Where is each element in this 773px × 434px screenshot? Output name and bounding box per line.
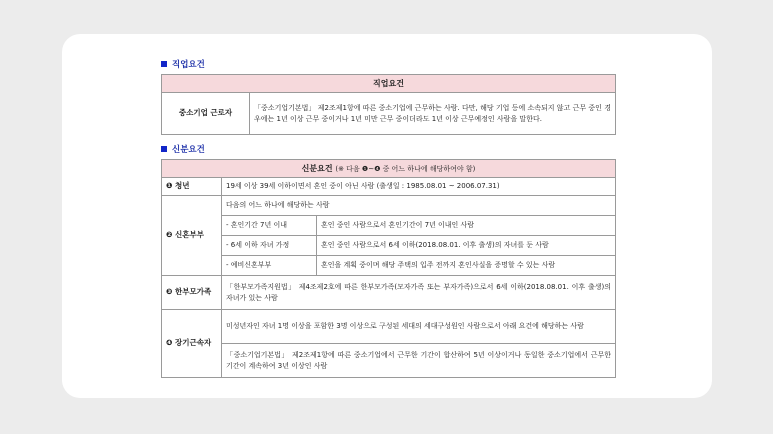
status-table-header <box>162 160 616 178</box>
status-requirement-table <box>161 159 616 378</box>
newlywed-row <box>162 256 616 276</box>
newlywed-intro: 다음의 어느 하나에 해당하는 사람 <box>222 196 616 216</box>
status-table-header-title: 신분요건 <box>301 163 333 173</box>
square-bullet-icon <box>161 61 167 67</box>
job-section-title <box>161 58 205 70</box>
status-section-title <box>161 143 205 155</box>
newlywed-condition: - 6세 이하 자녀 가정 <box>222 236 317 256</box>
newlywed-row <box>162 236 616 256</box>
newlywed-condition-desc: 혼인 중인 사람으로서 혼인기간이 7년 이내인 사람 <box>317 216 616 236</box>
newlywed-condition-desc: 혼인을 계획 중이며 해당 주택의 입주 전까지 혼인사실을 증명할 수 있는 사람 <box>317 256 616 276</box>
long-term-employment-description: 「중소기업기본법」 제2조제1항에 따른 중소기업에서 근무한 기간이 합산하여 5년 이상이거나 동일한 중소기업에서 근무한 기간이 계속하여 3년 이상인 사람 <box>222 344 616 378</box>
newlywed-condition: - 예비신혼부부 <box>222 256 317 276</box>
sme-worker-label: 중소기업 근로자 <box>162 93 250 135</box>
long-term-label: ❹ 장기근속자 <box>162 310 222 378</box>
newlywed-row <box>162 216 616 236</box>
single-parent-label: ❸ 한부모가족 <box>162 276 222 310</box>
status-table-header-note: (※ 다음 ❶~❹ 중 어느 하나에 해당하여야 함) <box>335 164 476 173</box>
single-parent-description: 「한부모가족지원법」 제4조제2호에 따른 한부모가족(모자가족 또는 부자가족)으로서 6세 이하(2018.08.01. 이후 출생)의 자녀가 있는 사람 <box>222 276 616 310</box>
youth-label: ❶ 청년 <box>162 178 222 196</box>
newlywed-condition-desc: 혼인 중인 사람으로서 6세 이하(2018.08.01. 이후 출생)의 자녀를 둔 사람 <box>317 236 616 256</box>
sme-worker-description: 「중소기업기본법」 제2조제1항에 따른 중소기업에 근무하는 사람. 다만, 해당 기업 등에 소속되지 않고 근무 중인 경우에는 1년 이상 근무 중이거나 1년 미만 근무 중이더라도 1년 이상 근무예정인 사람을 말한다. <box>250 93 616 135</box>
job-requirement-table <box>161 74 616 135</box>
square-bullet-icon <box>161 146 167 152</box>
newlywed-condition: - 혼인기간 7년 이내 <box>222 216 317 236</box>
long-term-household-description: 미성년자인 자녀 1명 이상을 포함한 3명 이상으로 구성된 세대의 세대구성원인 사람으로서 아래 요건에 해당하는 사람 <box>222 310 616 344</box>
job-section-title-text: 직업요건 <box>172 60 205 70</box>
youth-description: 19세 이상 39세 이하이면서 혼인 중이 아닌 사람 (출생일 : 1985.08.01 ~ 2006.07.31) <box>222 178 616 196</box>
status-section-title-text: 신분요건 <box>172 145 205 155</box>
newlywed-label: ❷ 신혼부부 <box>162 196 222 276</box>
job-table-header: 직업요건 <box>162 75 616 93</box>
